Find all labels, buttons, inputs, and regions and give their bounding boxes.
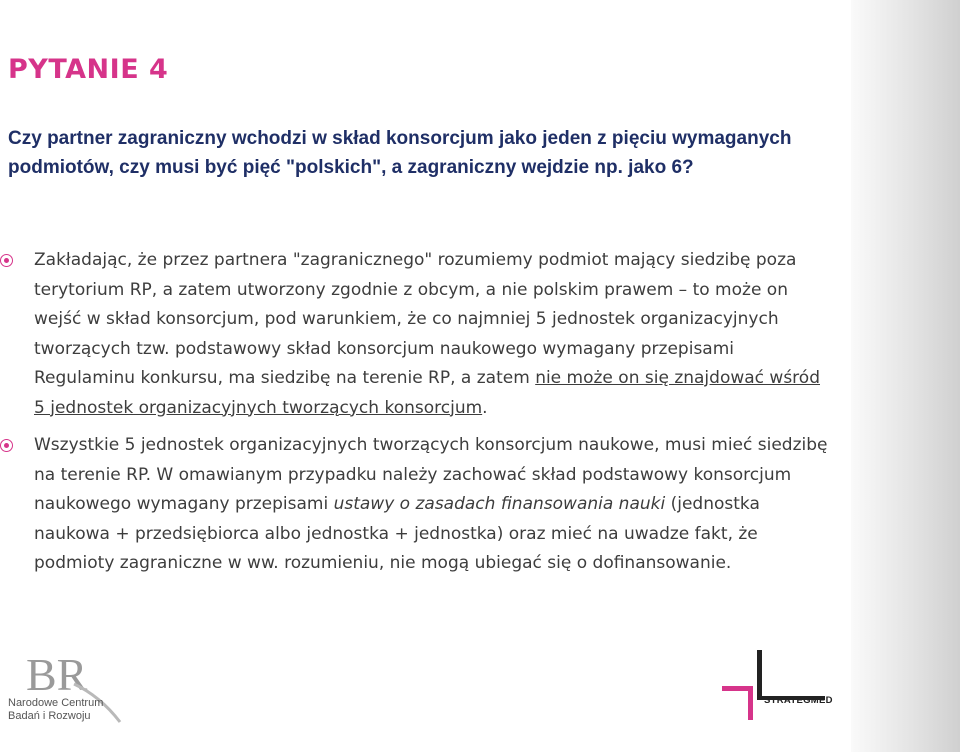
ncbr-name-line2: Badań i Rozwoju — [8, 710, 91, 722]
ncbr-logo-text — [8, 697, 103, 723]
ncbr-logo — [8, 646, 138, 746]
bullet-underlined-text: nie może on się znajdować wśród 5 jednostek organizacyjnych tworzących konsorcjum — [34, 368, 820, 418]
bullet-circle-icon — [0, 254, 13, 267]
bullet-item — [0, 431, 830, 579]
question-text: Czy partner zagraniczny wchodzi w skład konsorcjum jako jeden z pięciu wymaganych podmiotów, czy musi być pięć "polskich", a zagraniczny wejdzie np. jako 6? — [8, 128, 792, 178]
strategmed-black-vertical — [757, 650, 762, 700]
bullet-text: Zakładając, że przez partnera "zagranicznego" rozumiemy podmiot mający siedzibę poza terytorium RP, a zatem utworzony zgodnie z obcym, a nie polskim prawem – to może on wejść w skład konsorcjum, pod warunkiem, że co najmniej 5 jednostek organizacyjnych tworzących tzw. podstawowy skład konsorcjum naukowego wymagany przepisami Regulaminu konkursu, ma siedzibę na terenie RP, a zatem — [34, 250, 797, 388]
right-decorative-band — [851, 0, 960, 752]
strategmed-logo-text: STRATEGMED — [764, 695, 833, 706]
bullet-circle-icon — [0, 439, 13, 452]
strategmed-pink-vertical — [748, 686, 753, 720]
strategmed-logo — [720, 648, 840, 722]
bullet-text-end: . — [482, 397, 488, 418]
bullet-text: Wszystkie 5 jednostek organizacyjnych tworzących konsorcjum naukowe, musi mieć siedzibę na terenie RP. W omawianym przypadku należy zachować skład podstawowy konsorcjum naukowego wymagany przepisami — [34, 435, 828, 514]
ncbr-monogram: BR — [26, 649, 88, 700]
ncbr-name-line1: Narodowe Centrum — [8, 697, 104, 709]
bullet-text-end: (jednostka naukowa + przedsiębiorca albo jednostka + jednostka) oraz mieć na uwadze fakt, że podmioty zagraniczne w ww. rozumieniu, nie mogą ubiegać się o dofinansowanie. — [34, 494, 760, 573]
bullet-italic-text: ustawy o zasadach finansowania nauki — [333, 494, 666, 514]
slide-title: PYTANIE 4 — [8, 54, 169, 85]
bullet-item — [0, 246, 830, 423]
answer-bullet-list — [0, 246, 830, 579]
